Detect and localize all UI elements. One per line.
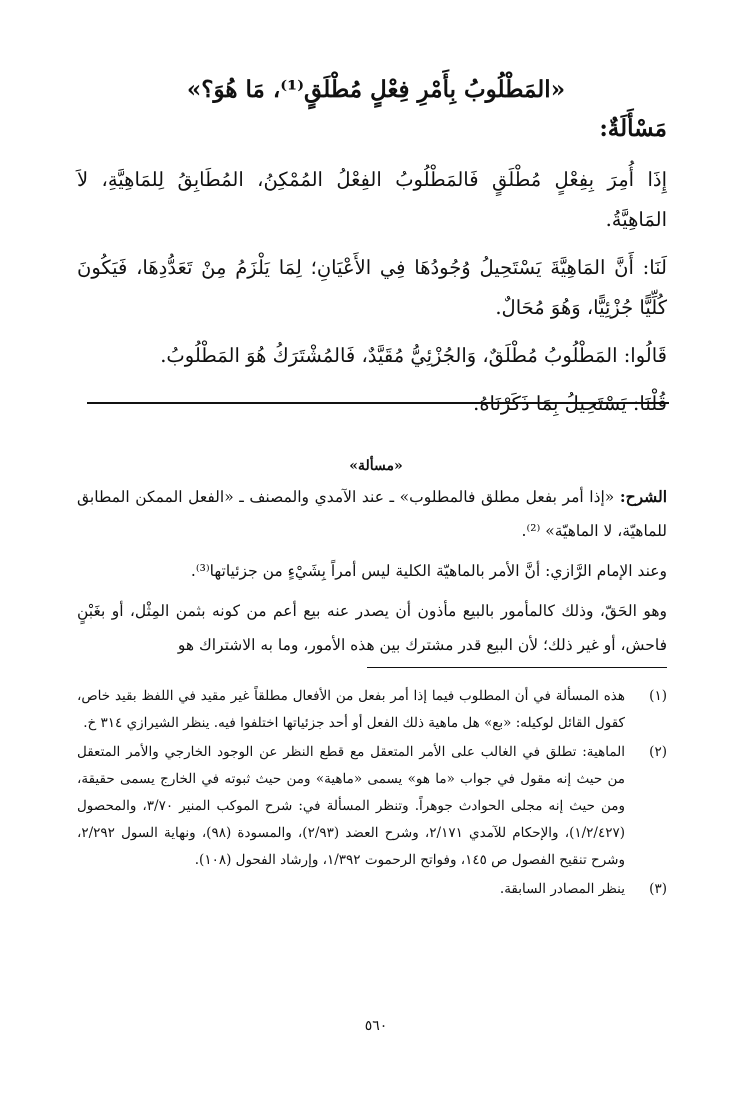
masala-paragraph: قُلْنَا: يَسْتَحِيلُ بِمَا ذَكَرْنَاهُ. (473, 392, 667, 415)
footnote-divider (367, 667, 667, 668)
masala-paragraph: قَالُوا: المَطْلُوبُ مُطْلَقٌ، وَالجُزْئِيُّ مُقَيَّدٌ، فَالمُشْتَرَكُ هُوَ المَطْلُوبُ. (160, 344, 667, 367)
commentary-paragraph-rest: «إذا أمر بفعل مطلق فالمطلوب» ـ عند الآمدي والمصنف ـ «الفعل الممكن المطابق للماهيّة، لا الماهيّة» ⁽²⁾. (77, 488, 667, 540)
commentary-paragraph: وعند الإمام الرَّازي: أنَّ الأمر بالماهيّة الكلية ليس أمراً بِشَيْءٍ من جزئياتها⁽³⁾. (190, 562, 667, 580)
commentary-lead: الشرح: (619, 487, 667, 506)
footnote-text: هذه المسألة في أن المطلوب فيما إذا أمر بفعل من الأفعال مطلقاً غير مقيد في اللفظ بقيد خاص، كقول القائل لوكيله: «بع» هل ماهية ذلك الفعل أو أحد جزئياتها اختلفوا فيه. ينظر الشيرازي ٣١٤ خ. (77, 688, 625, 731)
footnote-text: الماهية: تطلق في الغالب على الأمر المتعقل مع قطع النظر عن الوجود الخارجي والأمر المتعقل من حيث إنه مقول في جواب «ما هو» يسمى «ماهية» ومن حيث ثبوته في الخارج يسمى حقيقة، ومن حيث إنه مجلى الحوادث جوهراً. وتنظر المسألة في: شرح الموكب المنير ٣/٧٠، والمحصول (١/٢/٤٢٧)، والإحكام للآمدي ٢/١٧١، وشرح العضد (٢/٩٣)، والمسودة (٩٨)، ونهاية السول ٢/٢٩٢، وشرح تنقيح الفصول ص ١٤٥، وفواتح الرحموت ١/٣٩٢، وإرشاد الفحول (١٠٨). (77, 744, 626, 868)
commentary-paragraph (77, 480, 667, 548)
commentary-text (77, 480, 667, 668)
footnote-item (77, 739, 667, 874)
masala-heading: مَسْأَلَةٌ: (599, 115, 667, 142)
masala-text (77, 160, 667, 432)
footnote-number: (٢) (649, 744, 667, 760)
footnote-text: ينظر المصادر السابقة. (499, 881, 625, 897)
footnote-item (77, 876, 667, 903)
section-divider (87, 402, 669, 404)
footnote-number: (٣) (649, 881, 667, 897)
footnote-number: (١) (649, 688, 667, 704)
masala-paragraph: لَنَا: أَنَّ المَاهِيَّةَ يَسْتَحِيلُ وُجُودُهَا فِي الأَعْيَانِ؛ لِمَا يَلْزَمُ مِنْ تَعَدُّدِهَا، فَيَكُونَ كُلِّيًّا جُزْئِيًّا، وَهُوَ مُحَالٌ. (77, 256, 667, 319)
footnote-item (77, 683, 667, 737)
masala-paragraph: إِذَا أُمِرَ بِفِعْلٍ مُطْلَقٍ فَالمَطْلُوبُ الفِعْلُ المُمْكِنُ، المُطَابِقُ لِلمَاهِيَّةِ، لاَ المَاهِيَّةُ. (77, 168, 667, 231)
commentary-heading: «مسألة» (349, 458, 403, 474)
commentary-paragraph: وهو الحَقّ، وذلك كالمأمور بالبيع مأذون أن يصدر عنه بيع أعم من كونه بثمن المِثْل، أو بغَبْنٍ فاحش، أو غير ذلك؛ لأن البيع قدر مشترك بين هذه الأمور، وما به الاشتراك هو (77, 602, 667, 654)
footnotes (77, 683, 667, 905)
section-title: «المَطْلُوبُ بِأَمْرِ فِعْلٍ مُطْلَقٍ⁽¹⁾، مَا هُوَ؟» (186, 76, 566, 103)
page-number: ٥٦٠ (364, 1018, 388, 1034)
